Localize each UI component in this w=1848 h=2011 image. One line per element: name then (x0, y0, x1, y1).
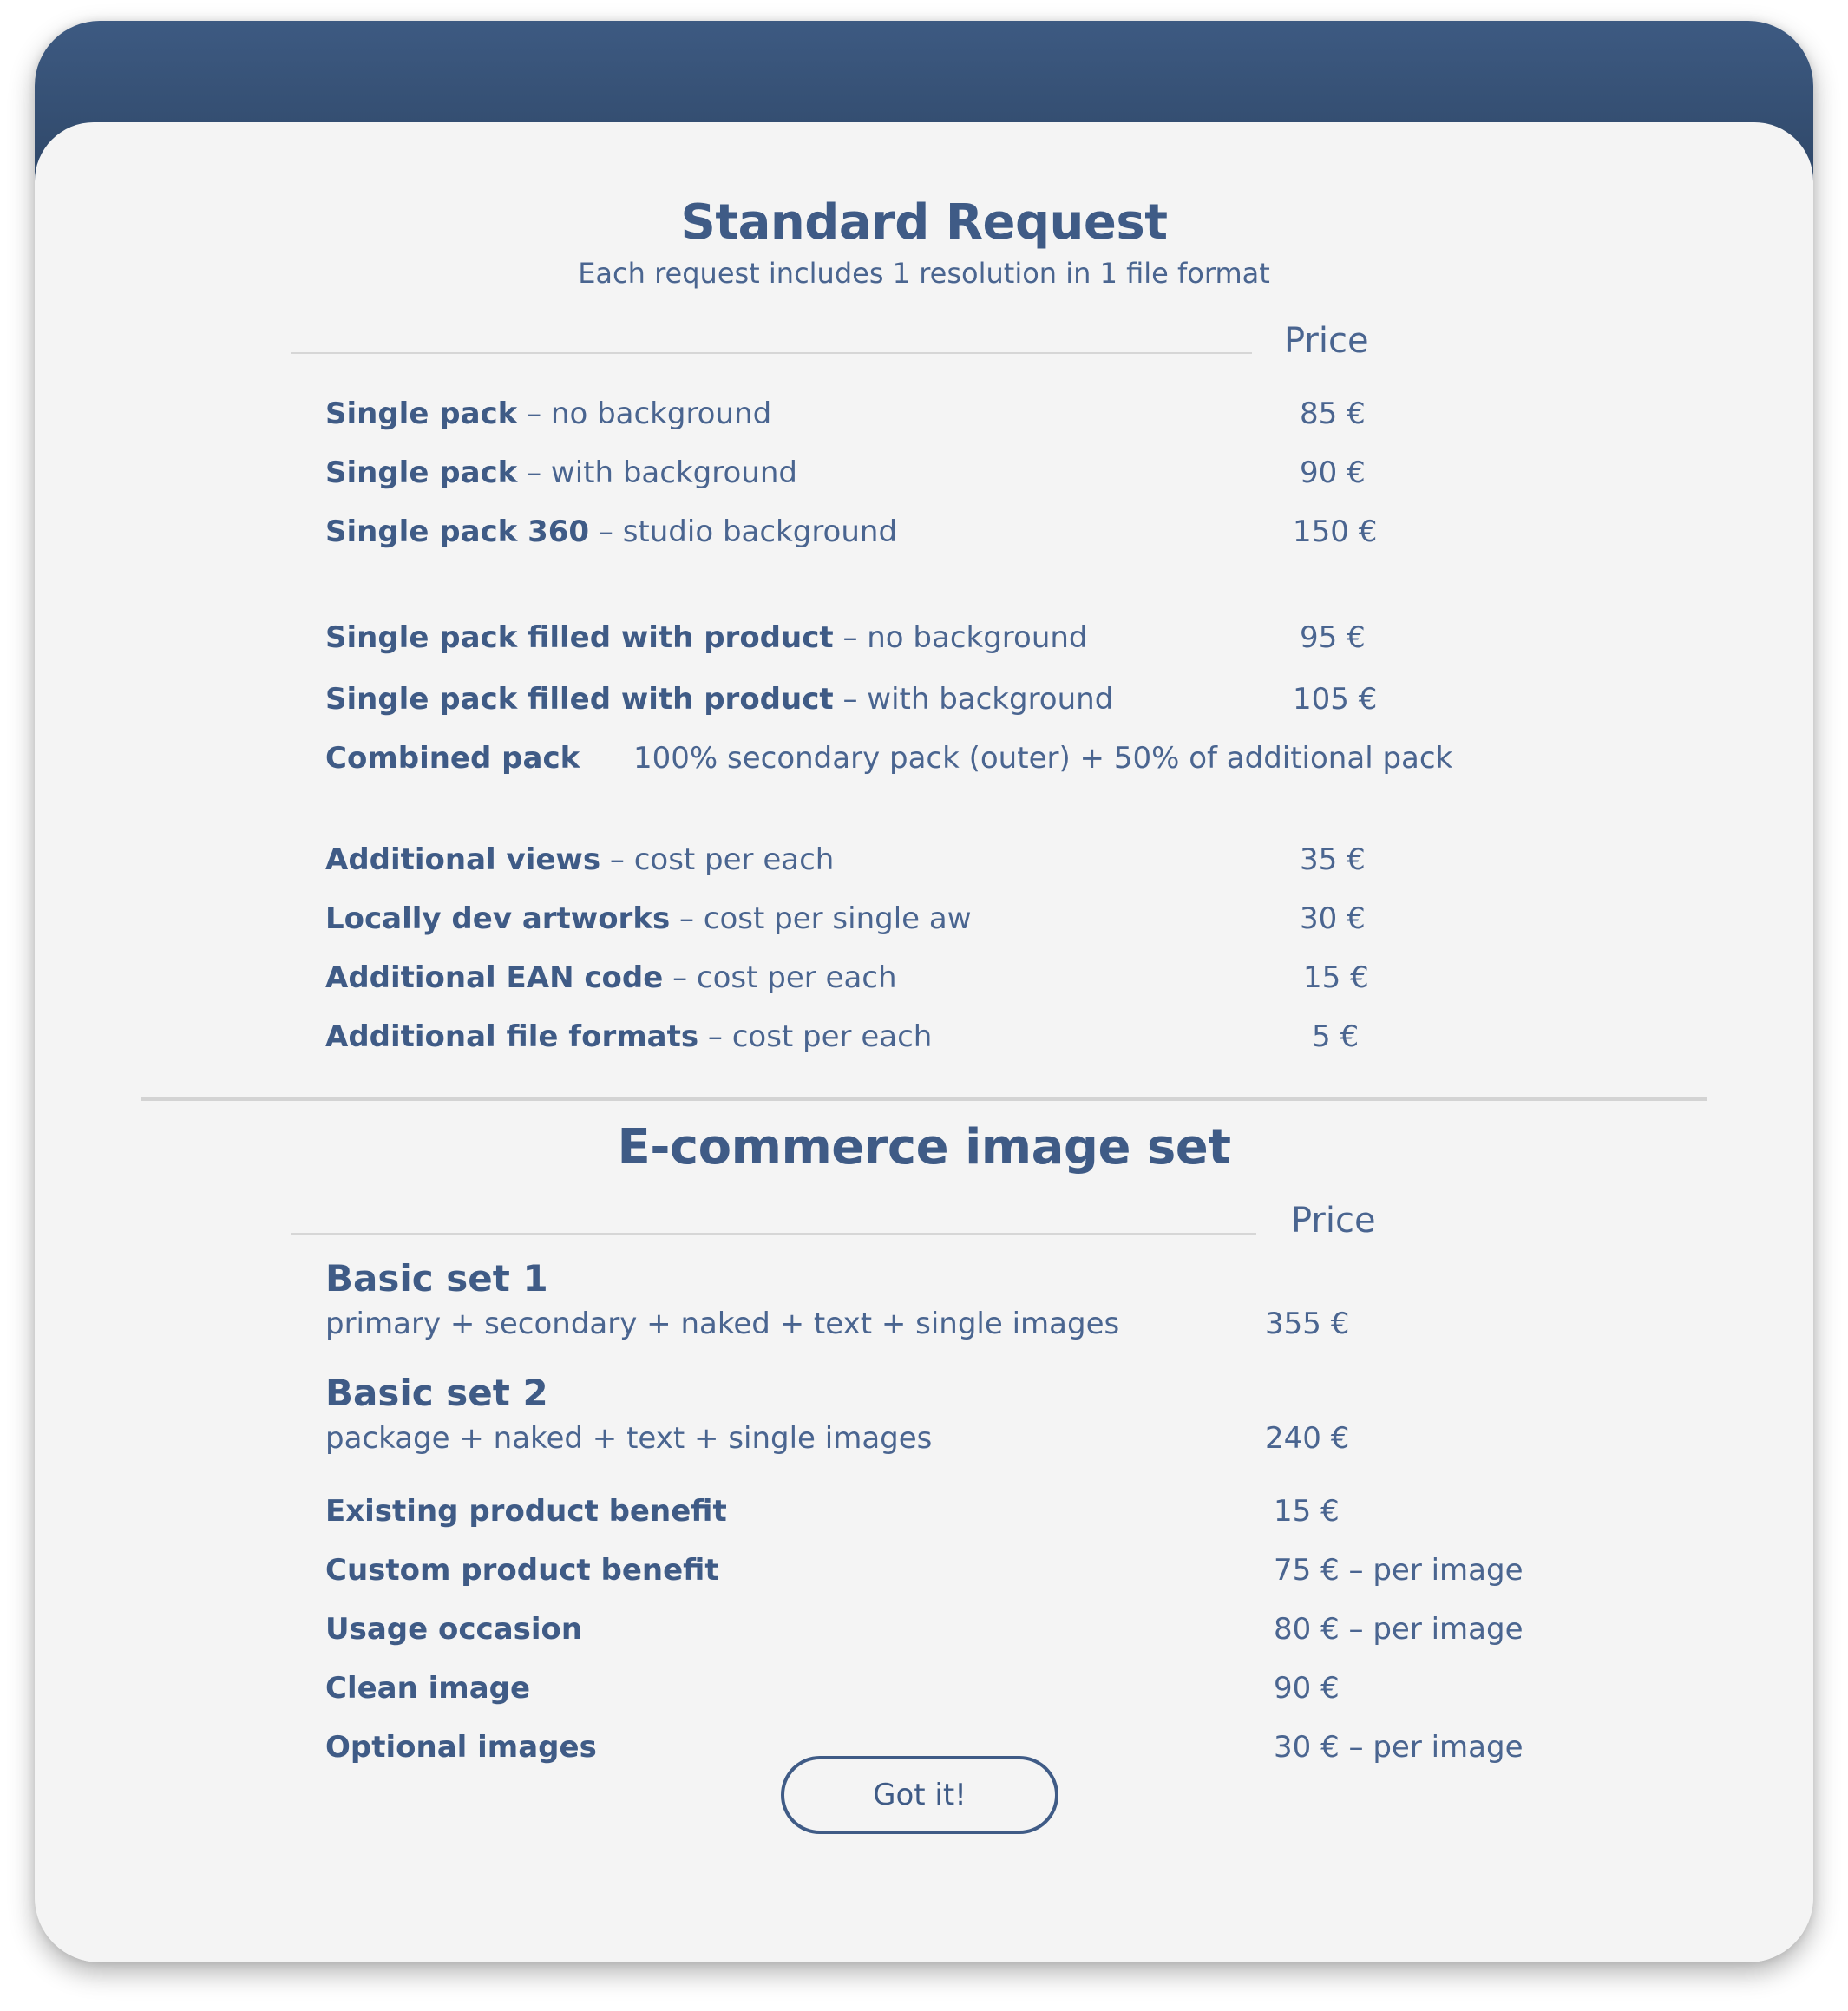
ecommerce-title: E-commerce image set (617, 1119, 1231, 1176)
item-price: 75 € – per image (1274, 1553, 1524, 1588)
set-description: primary + secondary + naked + text + single images (325, 1307, 1120, 1341)
list-item: Single pack filled with product – with background (325, 682, 1114, 717)
item-price: 95 € (1300, 620, 1366, 655)
list-item: Custom product benefit (325, 1553, 719, 1588)
standard-price-header: Price (1284, 321, 1369, 361)
got-it-button[interactable]: Got it! (781, 1756, 1058, 1834)
item-price: 35 € (1300, 842, 1366, 877)
standard-header-divider (291, 352, 1252, 354)
list-item: Single pack filled with product – no background (325, 620, 1088, 655)
list-item: Additional file formats – cost per each (325, 1019, 933, 1054)
list-item: Additional views – cost per each (325, 842, 835, 877)
item-price: 80 € – per image (1274, 1612, 1524, 1647)
item-price: 5 € (1312, 1019, 1360, 1054)
set-price: 240 € (1265, 1421, 1350, 1456)
list-item: Single pack – with background (325, 455, 797, 490)
list-item: Locally dev artworks – cost per single aw (325, 901, 972, 936)
item-price: 150 € (1293, 514, 1378, 549)
list-item: Single pack 360 – studio background (325, 514, 898, 549)
list-item: Single pack – no background (325, 396, 772, 431)
list-item: Existing product benefit (325, 1494, 727, 1529)
ecommerce-price-header: Price (1291, 1201, 1376, 1241)
set-price: 355 € (1265, 1307, 1350, 1341)
item-price: 15 € (1303, 960, 1369, 995)
combined-pack-detail: 100% secondary pack (outer) + 50% of additional pack (633, 741, 1453, 776)
list-item: Combined pack (325, 741, 580, 776)
list-item: Usage occasion (325, 1612, 583, 1647)
set-title: Basic set 1 (325, 1257, 548, 1300)
item-price: 90 € (1300, 455, 1366, 490)
item-price: 15 € (1274, 1494, 1340, 1529)
ecommerce-header-divider (291, 1233, 1256, 1235)
list-item: Additional EAN code – cost per each (325, 960, 897, 995)
standard-subtitle: Each request includes 1 resolution in 1 file format (578, 257, 1270, 290)
item-price: 85 € (1300, 396, 1366, 431)
set-title: Basic set 2 (325, 1372, 548, 1414)
list-item: Optional images (325, 1730, 597, 1765)
item-price: 30 € – per image (1274, 1730, 1524, 1765)
section-divider (141, 1097, 1707, 1101)
item-price: 30 € (1300, 901, 1366, 936)
standard-title: Standard Request (680, 194, 1168, 251)
pricing-modal (35, 21, 1813, 1962)
list-item: Clean image (325, 1671, 531, 1706)
item-price: 105 € (1293, 682, 1378, 717)
set-description: package + naked + text + single images (325, 1421, 933, 1456)
item-price: 90 € (1274, 1671, 1340, 1706)
